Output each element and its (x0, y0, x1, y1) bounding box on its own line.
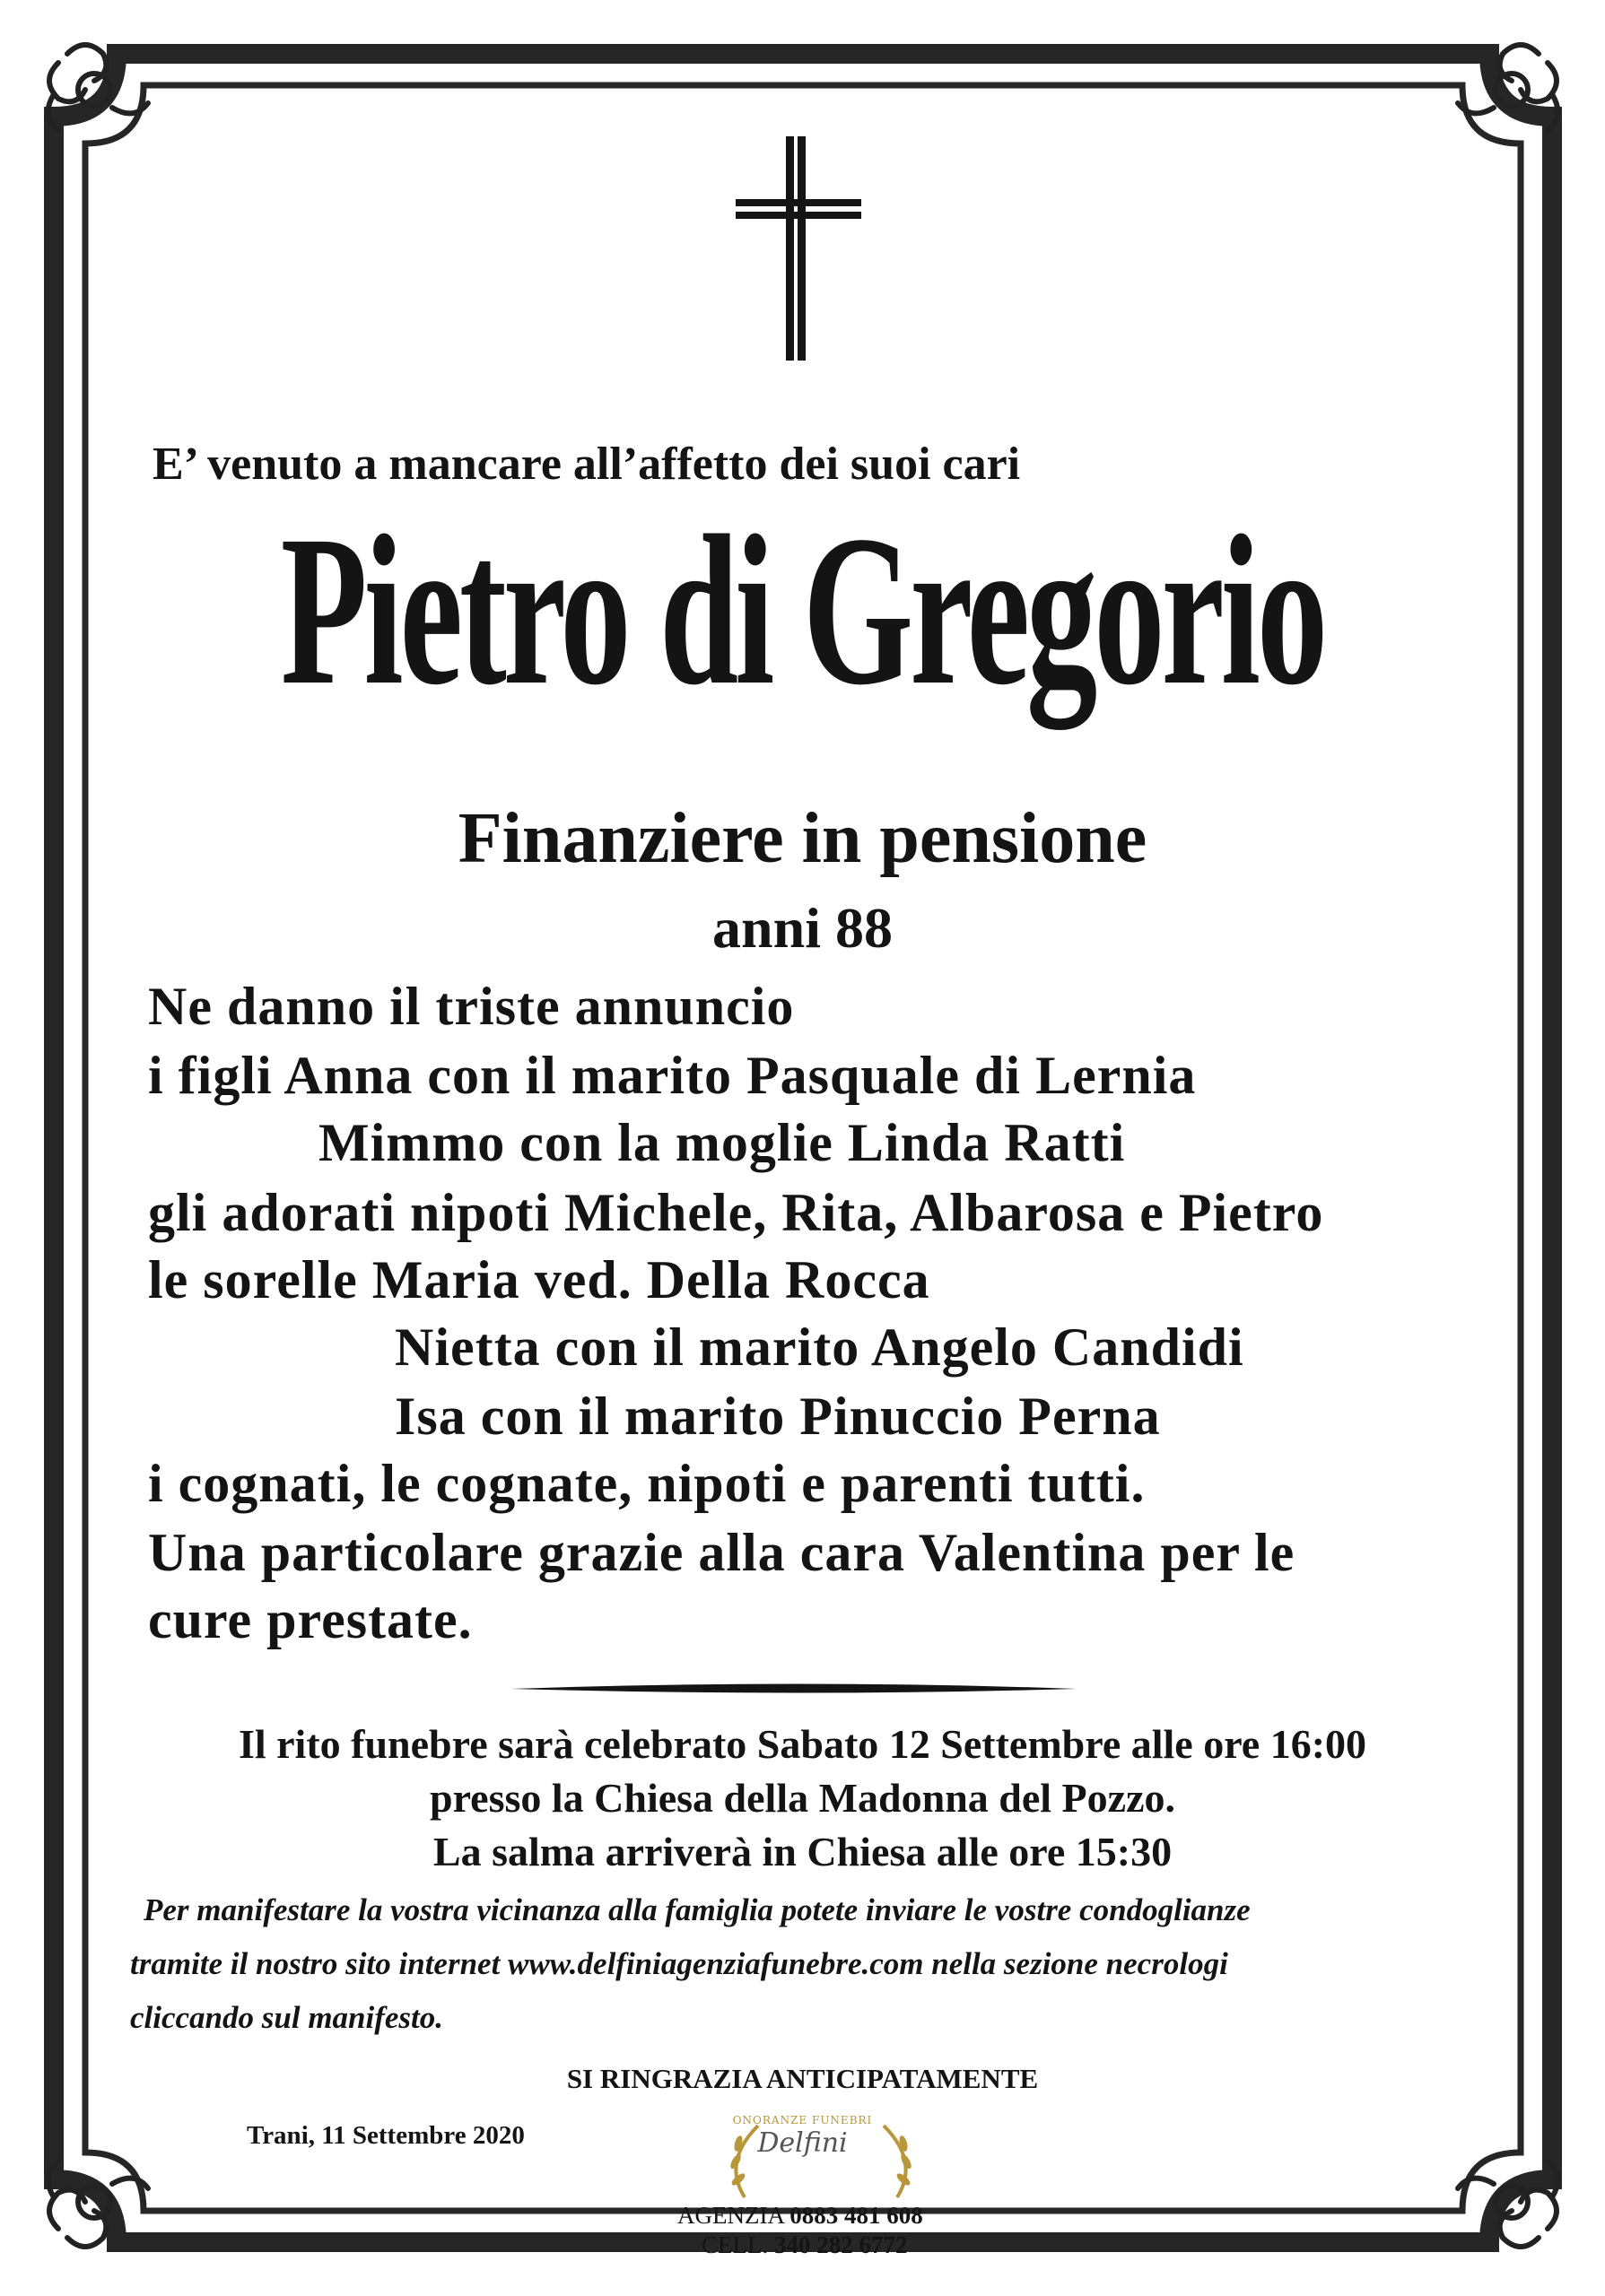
condolence-line: cliccando sul manifesto. (130, 2000, 444, 2035)
announcement-line: i figli Anna con il marito Pasquale di Lernia (148, 1046, 1197, 1105)
announcement-line: Mimmo con la moglie Linda Ratti (318, 1113, 1126, 1172)
divider (511, 1684, 1077, 1693)
funeral-line: La salma arriverà in Chiesa alle ore 15:30 (432, 1829, 1173, 1874)
intro-line: E’ venuto a mancare all’affetto dei suoi cari (153, 439, 1021, 490)
funeral-line: Il rito funebre sarà celebrato Sabato 12 Settembre alle ore 16:00 (238, 1721, 1367, 1767)
condolence-line: Per manifestare la vostra vicinanza alla famiglia potete inviare le vostre condoglianze (144, 1892, 1251, 1927)
announcement-line: Nietta con il marito Angelo Candidi (395, 1318, 1244, 1377)
deceased-age: anni 88 (712, 896, 893, 960)
cell-phone: 340 282 6772 (774, 2231, 908, 2258)
cell-contact (702, 2231, 908, 2259)
agency-phone: 0883 481 608 (789, 2202, 923, 2229)
funeral-line: presso la Chiesa della Madonna del Pozzo. (429, 1775, 1175, 1821)
deceased-name: Pietro di Gregorio (280, 491, 1325, 729)
announcement-line: gli adorati nipoti Michele, Rita, Albarosa e Pietro (148, 1183, 1324, 1242)
logo-top-text: ONORANZE FUNEBRI (732, 2114, 873, 2126)
announcement-line: cure prestate. (148, 1590, 473, 1649)
cross-icon (736, 136, 861, 361)
cell-label: CELL. (702, 2231, 769, 2258)
agency-label: AGENZIA (677, 2202, 784, 2229)
announcement-line: Ne danno il triste annuncio (148, 977, 795, 1036)
deceased-title: Finanziere in pensione (458, 799, 1147, 878)
logo-name: Delfini (757, 2127, 848, 2159)
announcement-line: Una particolare grazie alla cara Valentina per le (148, 1523, 1295, 1582)
place-date: Trani, 11 Settembre 2020 (247, 2121, 525, 2150)
announcement-line: i cognati, le cognate, nipoti e parenti tutti. (148, 1454, 1146, 1513)
announcement-line: le sorelle Maria ved. Della Rocca (148, 1250, 930, 1309)
condolence-line: tramite il nostro sito internet www.delfiniagenziafunebre.com nella sezione necrologi (130, 1946, 1228, 1981)
agency-contact (677, 2202, 923, 2230)
announcement-line: Isa con il marito Pinuccio Perna (395, 1387, 1161, 1446)
thanks-line: SI RINGRAZIA ANTICIPATAMENTE (566, 2063, 1039, 2094)
